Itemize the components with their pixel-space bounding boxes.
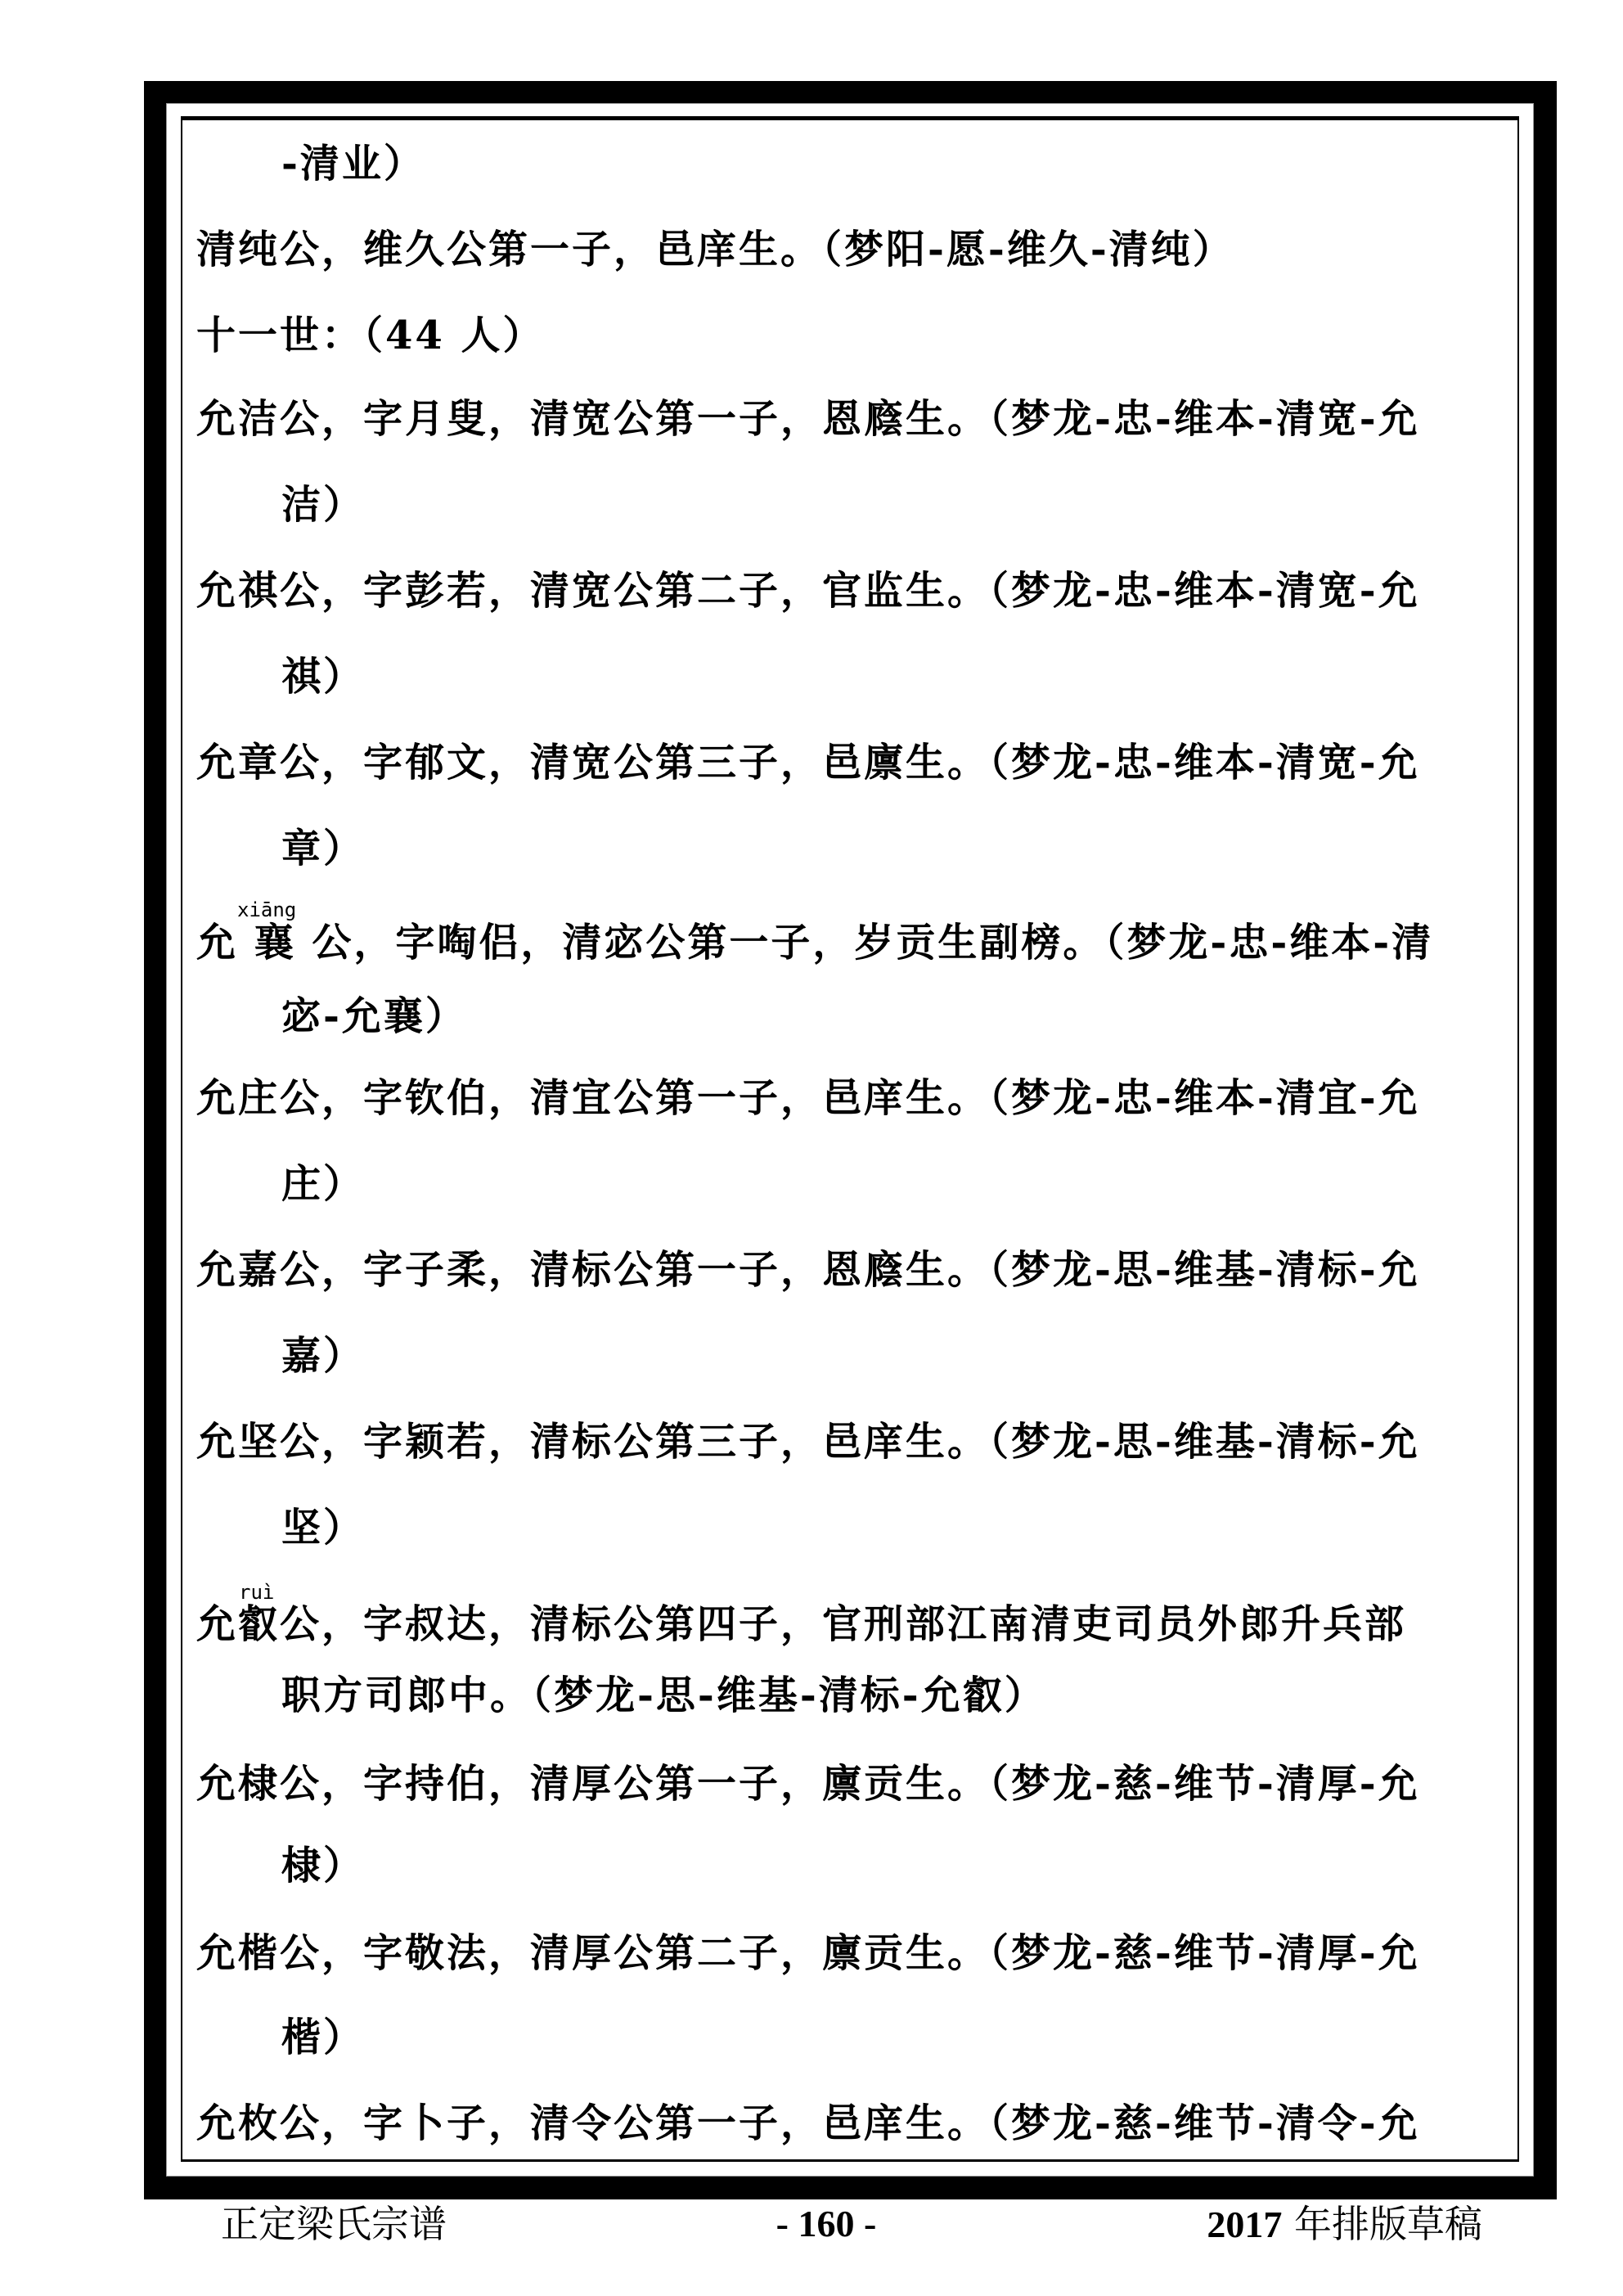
- entry-line: 允棣公，字持伯，清厚公第一子，廪贡生。（梦龙-慈-维节-清厚-允: [196, 1761, 1420, 1807]
- entry-continuation-line: 棣）: [281, 1843, 366, 1889]
- entry-line: 允 襄 公，字啕侣，清宓公第一子，岁贡生副榜。（梦龙-忠-维本-清: [196, 920, 1434, 966]
- entry-continuation-line: 嘉）: [281, 1333, 366, 1379]
- entry-continuation-line: 楷）: [281, 2015, 366, 2060]
- entry-line: 允楷公，字敬法，清厚公第二子，廪贡生。（梦龙-慈-维节-清厚-允: [196, 1930, 1420, 1976]
- entry-continuation-line: -清业）: [281, 141, 425, 187]
- entry-line: 允洁公，字月叟，清宽公第一子，恩廕生。（梦龙-忠-维本-清宽-允: [196, 396, 1420, 442]
- footer-book-title: 正定梁氏宗谱: [221, 2202, 447, 2246]
- entry-continuation-line: 祺）: [281, 654, 366, 700]
- entry-line: 允庄公，字钦伯，清宜公第一子，邑庠生。（梦龙-忠-维本-清宜-允: [196, 1075, 1420, 1121]
- entry-continuation-line: 庄）: [281, 1161, 366, 1207]
- entry-line: 允章公，字郁文，清宽公第三子，邑廪生。（梦龙-忠-维本-清宽-允: [196, 740, 1420, 786]
- entry-line: 十一世：（44 人）: [196, 313, 545, 358]
- entry-line: 允枚公，字卜子，清令公第一子，邑庠生。（梦龙-慈-维节-清令-允: [196, 2100, 1420, 2146]
- entry-continuation-line: 章）: [281, 826, 366, 871]
- entry-line: 清纯公，维久公第一子，邑庠生。（梦阳-愿-维久-清纯）: [196, 227, 1234, 272]
- entry-line: 允坚公，字颖若，清标公第三子，邑庠生。（梦龙-思-维基-清标-允: [196, 1419, 1420, 1465]
- footer-draft-label: 年排版草稿: [1282, 2202, 1482, 2246]
- footer-draft-note: [1207, 2203, 1482, 2245]
- pinyin-annotation: ruì: [239, 1581, 275, 1604]
- pinyin-annotation: xiāng: [237, 898, 297, 921]
- entry-continuation-line: 职方司郎中。（梦龙-思-维基-清标-允叡）: [281, 1672, 1046, 1718]
- entry-continuation-line: 洁）: [281, 482, 366, 528]
- entry-line: 允嘉公，字子柔，清标公第一子，恩廕生。（梦龙-思-维基-清标-允: [196, 1247, 1420, 1293]
- entry-line: 允叡公，字叔达，清标公第四子，官刑部江南清吏司员外郎升兵部: [196, 1601, 1407, 1647]
- entry-continuation-line: 坚）: [281, 1505, 366, 1551]
- footer-draft-year: 2017: [1207, 2204, 1283, 2245]
- entry-line: 允祺公，字彭若，清宽公第二子，官监生。（梦龙-忠-维本-清宽-允: [196, 568, 1420, 614]
- footer-page-number: - 160 -: [776, 2203, 877, 2244]
- entry-continuation-line: 宓-允襄）: [281, 993, 467, 1039]
